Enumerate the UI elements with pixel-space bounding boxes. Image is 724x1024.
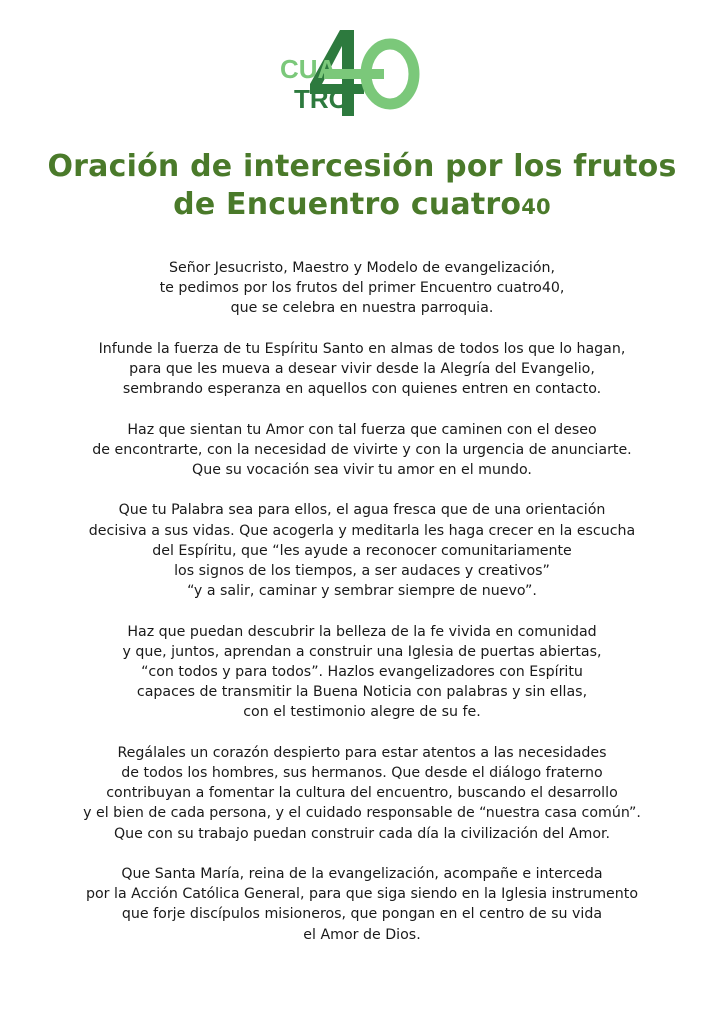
title-line-2 xyxy=(0,186,724,226)
prayer-paragraph xyxy=(0,258,724,319)
prayer-line: decisiva a sus vidas. Que acogerla y meditarla les haga crecer en la escucha xyxy=(88,522,636,539)
prayer-line: y que, juntos, aprendan a construir una Iglesia de puertas abiertas, xyxy=(122,643,602,660)
prayer-line: que forje discípulos misioneros, que pongan en el centro de su vida xyxy=(121,906,603,923)
prayer-line: contribuyan a fomentar la cultura del encuentro, buscando el desarrollo xyxy=(106,785,618,802)
prayer-line: “y a salir, caminar y sembrar siempre de nuevo”. xyxy=(187,583,537,600)
prayer-line: Regálales un corazón despierto para estar atentos a las necesidades xyxy=(117,744,607,761)
title-line-2-main: de Encuentro cuatro xyxy=(173,187,522,222)
prayer-line: los signos de los tiempos, a ser audaces y creativos” xyxy=(174,563,550,579)
prayer-line: Que tu Palabra sea para ellos, el agua fresca que de una orientación xyxy=(118,502,606,519)
title-line-1: Oración de intercesión por los frutos xyxy=(47,149,677,184)
logo-text-top: CUA xyxy=(280,54,337,84)
prayer-line: Que Santa María, reina de la evangelización, acompañe e interceda xyxy=(121,866,603,882)
prayer-paragraph xyxy=(0,420,724,481)
prayer-line: para que les mueva a desear vivir desde la Alegría del Evangelio, xyxy=(129,361,595,377)
prayer-line: por la Acción Católica General, para que siga siendo en la Iglesia instrumento xyxy=(85,886,639,903)
prayer-paragraph xyxy=(0,864,724,945)
prayer-line: Infunde la fuerza de tu Espíritu Santo en almas de todos los que lo hagan, xyxy=(98,340,626,357)
prayer-line: Que su vocación sea vivir tu amor en el mundo. xyxy=(192,462,532,478)
prayer-line: del Espíritu, que “les ayude a reconocer comunitariamente xyxy=(152,542,572,559)
prayer-line: Haz que sientan tu Amor con tal fuerza que caminen con el deseo xyxy=(127,421,597,438)
title-line-2-number: 40 xyxy=(521,195,551,219)
prayer-body xyxy=(0,258,724,965)
prayer-line: el Amor de Dios. xyxy=(303,926,421,943)
prayer-line: Que con su trabajo puedan construir cada día la civilización del Amor. xyxy=(113,825,611,842)
prayer-line: te pedimos por los frutos del primer Encuentro cuatro40, xyxy=(159,280,565,297)
prayer-line: “con todos y para todos”. Hazlos evangelizadores con Espíritu xyxy=(141,664,583,680)
prayer-line: sembrando esperanza en aquellos con quienes entren en contacto. xyxy=(122,381,602,398)
cuatro40-logo xyxy=(278,28,424,120)
prayer-line: Haz que puedan descubrir la belleza de la fe vivida en comunidad xyxy=(127,623,597,640)
prayer-line: de encontrarte, con la necesidad de vivirte y con la urgencia de anunciarte. xyxy=(92,441,632,458)
prayer-line: capaces de transmitir la Buena Noticia con palabras y sin ellas, xyxy=(136,684,588,701)
prayer-line: Señor Jesucristo, Maestro y Modelo de evangelización, xyxy=(168,260,556,276)
prayer-line: de todos los hombres, sus hermanos. Que desde el diálogo fraterno xyxy=(121,765,603,781)
prayer-line: y el bien de cada persona, y el cuidado responsable de “nuestra casa común”. xyxy=(83,805,641,822)
prayer-paragraph xyxy=(0,743,724,844)
page-title xyxy=(0,148,724,226)
prayer-line: con el testimonio alegre de su fe. xyxy=(243,704,481,721)
prayer-paragraph xyxy=(0,622,724,723)
prayer-paragraph xyxy=(0,339,724,400)
prayer-line: que se celebra en nuestra parroquia. xyxy=(230,300,494,317)
logo-text-bottom: TRO xyxy=(294,84,349,114)
cuatro40-logo-graphic xyxy=(278,28,424,120)
prayer-paragraph xyxy=(0,500,724,601)
